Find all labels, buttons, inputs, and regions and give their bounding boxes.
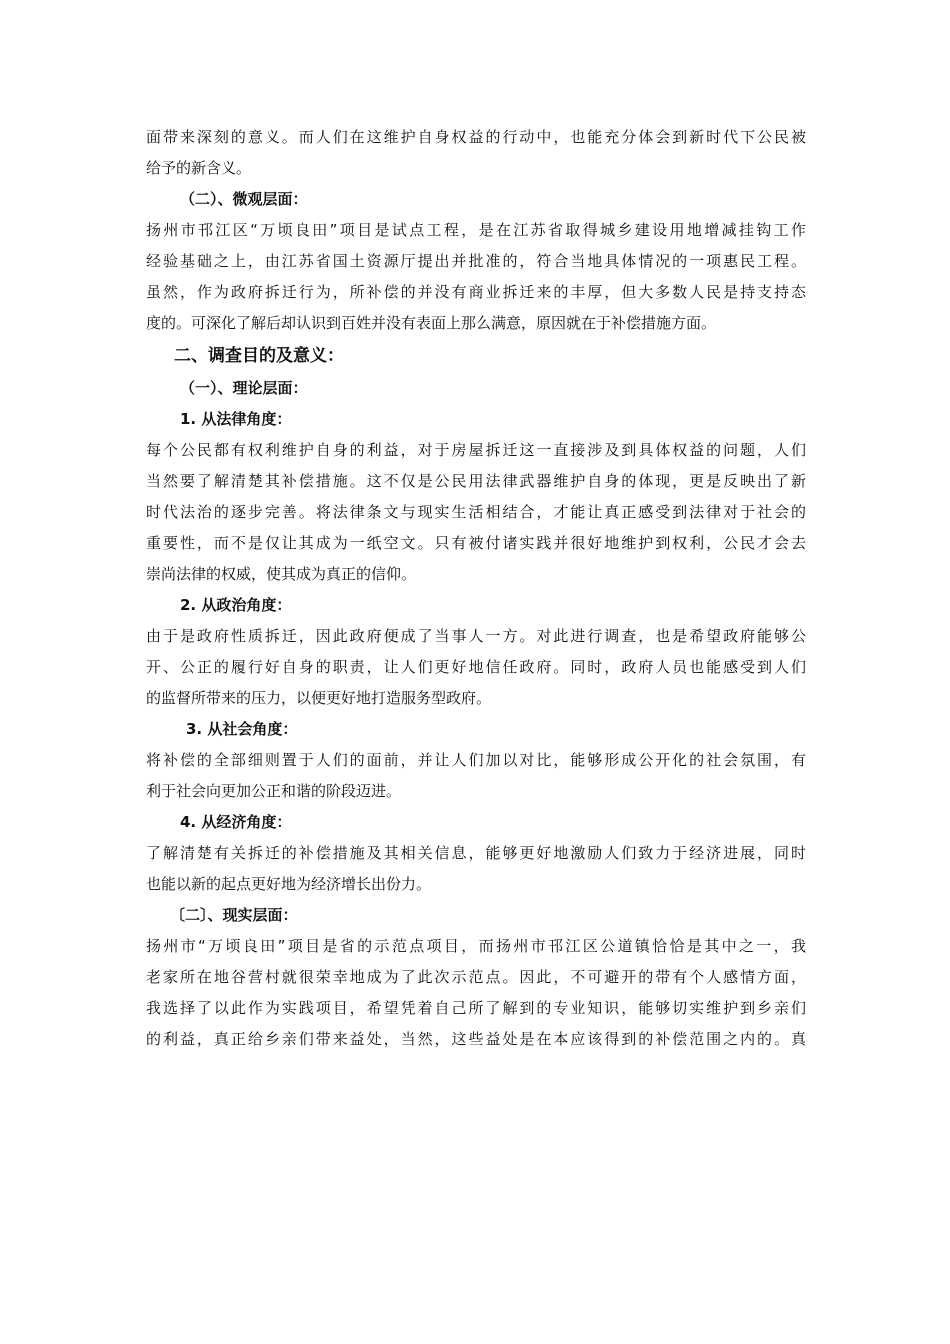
text-line: 扬州市邗江区“万顷良田”项目是试点工程，是在江苏省取得城乡建设用地增减挂钩工作 [146, 221, 806, 239]
paragraph-politics-angle [146, 621, 806, 714]
text-line: 当然要了解清楚其补偿措施。这不仅是公民用法律武器维护自身的体现，更是反映出了新 [146, 472, 806, 490]
text-line: 度的。可深化了解后却认识到百姓并没有表面上那么满意，原因就在于补偿措施方面。 [146, 314, 717, 332]
text-line: 扬州市“万顷良田”项目是省的示范点项目，而扬州市邗江区公道镇恰恰是其中之一，我 [146, 937, 806, 955]
heading-reality-level: 〔二〕、现实层面： [170, 906, 298, 924]
text-line: 也能以新的起点更好地为经济增长出份力。 [146, 875, 432, 893]
paragraph-law-angle [146, 435, 806, 590]
text-line: 的利益，真正给乡亲们带来益处，当然，这些益处是在本应该得到的补偿范围之内的。真 [146, 1030, 806, 1048]
text-line: 重要性，而不是仅让其成为一纸空文。只有被付诸实践并很好地维护到权利，公民才会去 [146, 534, 806, 552]
heading-politics-angle: 2. 从政治角度： [180, 596, 292, 614]
text-line: 了解清楚有关拆迁的补偿措施及其相关信息，能够更好地激励人们致力于经济进展，同时 [146, 844, 806, 862]
text-line: 崇尚法律的权威，使其成为真正的信仰。 [146, 565, 417, 583]
heading-economy-angle: 4. 从经济角度： [180, 813, 292, 831]
heading-law-angle: 1. 从法律角度： [180, 410, 292, 428]
heading-micro-level: （二）、微观层面： [180, 190, 308, 208]
document-body [146, 122, 806, 1055]
paragraph-reality-level [146, 931, 806, 1055]
text-line: 开、公正的履行好自身的职责，让人们更好地信任政府。同时，政府人员也能感受到人们 [146, 658, 806, 676]
text-line: 给予的新含义。 [146, 159, 252, 177]
paragraph-intro [146, 122, 806, 184]
text-line: 面带来深刻的意义。而人们在这维护自身权益的行动中，也能充分体会到新时代下公民被 [146, 128, 806, 146]
heading-theory-level: （一）、理论层面： [180, 379, 308, 397]
text-line: 每个公民都有权利维护自身的利益，对于房屋拆迁这一直接涉及到具体权益的问题，人们 [146, 441, 806, 459]
paragraph-economy-angle [146, 838, 806, 900]
paragraph-society-angle [146, 745, 806, 807]
heading-society-angle: 3. 从社会角度： [186, 720, 298, 738]
text-line: 经验基础之上，由江苏省国土资源厅提出并批准的，符合当地具体情况的一项惠民工程。 [146, 252, 806, 270]
text-line: 的监督所带来的压力，以便更好地打造服务型政府。 [146, 689, 492, 707]
text-line: 利于社会向更加公正和谐的阶段迈进。 [146, 782, 402, 800]
text-line: 老家所在地谷营村就很荣幸地成为了此次示范点。因此，不可避开的带有个人感情方面， [146, 968, 806, 986]
text-line: 由于是政府性质拆迁，因此政府便成了当事人一方。对此进行调查，也是希望政府能够公 [146, 627, 806, 645]
text-line: 将补偿的全部细则置于人们的面前，并让人们加以对比，能够形成公开化的社会氛围，有 [146, 751, 806, 769]
paragraph-micro-level [146, 215, 806, 339]
text-line: 时代法治的逐步完善。将法律条文与现实生活相结合，才能让真正感受到法律对于社会的 [146, 503, 806, 521]
heading-survey-purpose: 二、调查目的及意义： [174, 346, 344, 366]
text-line: 虽然，作为政府拆迁行为，所补偿的并没有商业拆迁来的丰厚，但大多数人民是持支持态 [146, 283, 806, 301]
text-line: 我选择了以此作为实践项目，希望凭着自己所了解到的专业知识，能够切实维护到乡亲们 [146, 999, 806, 1017]
